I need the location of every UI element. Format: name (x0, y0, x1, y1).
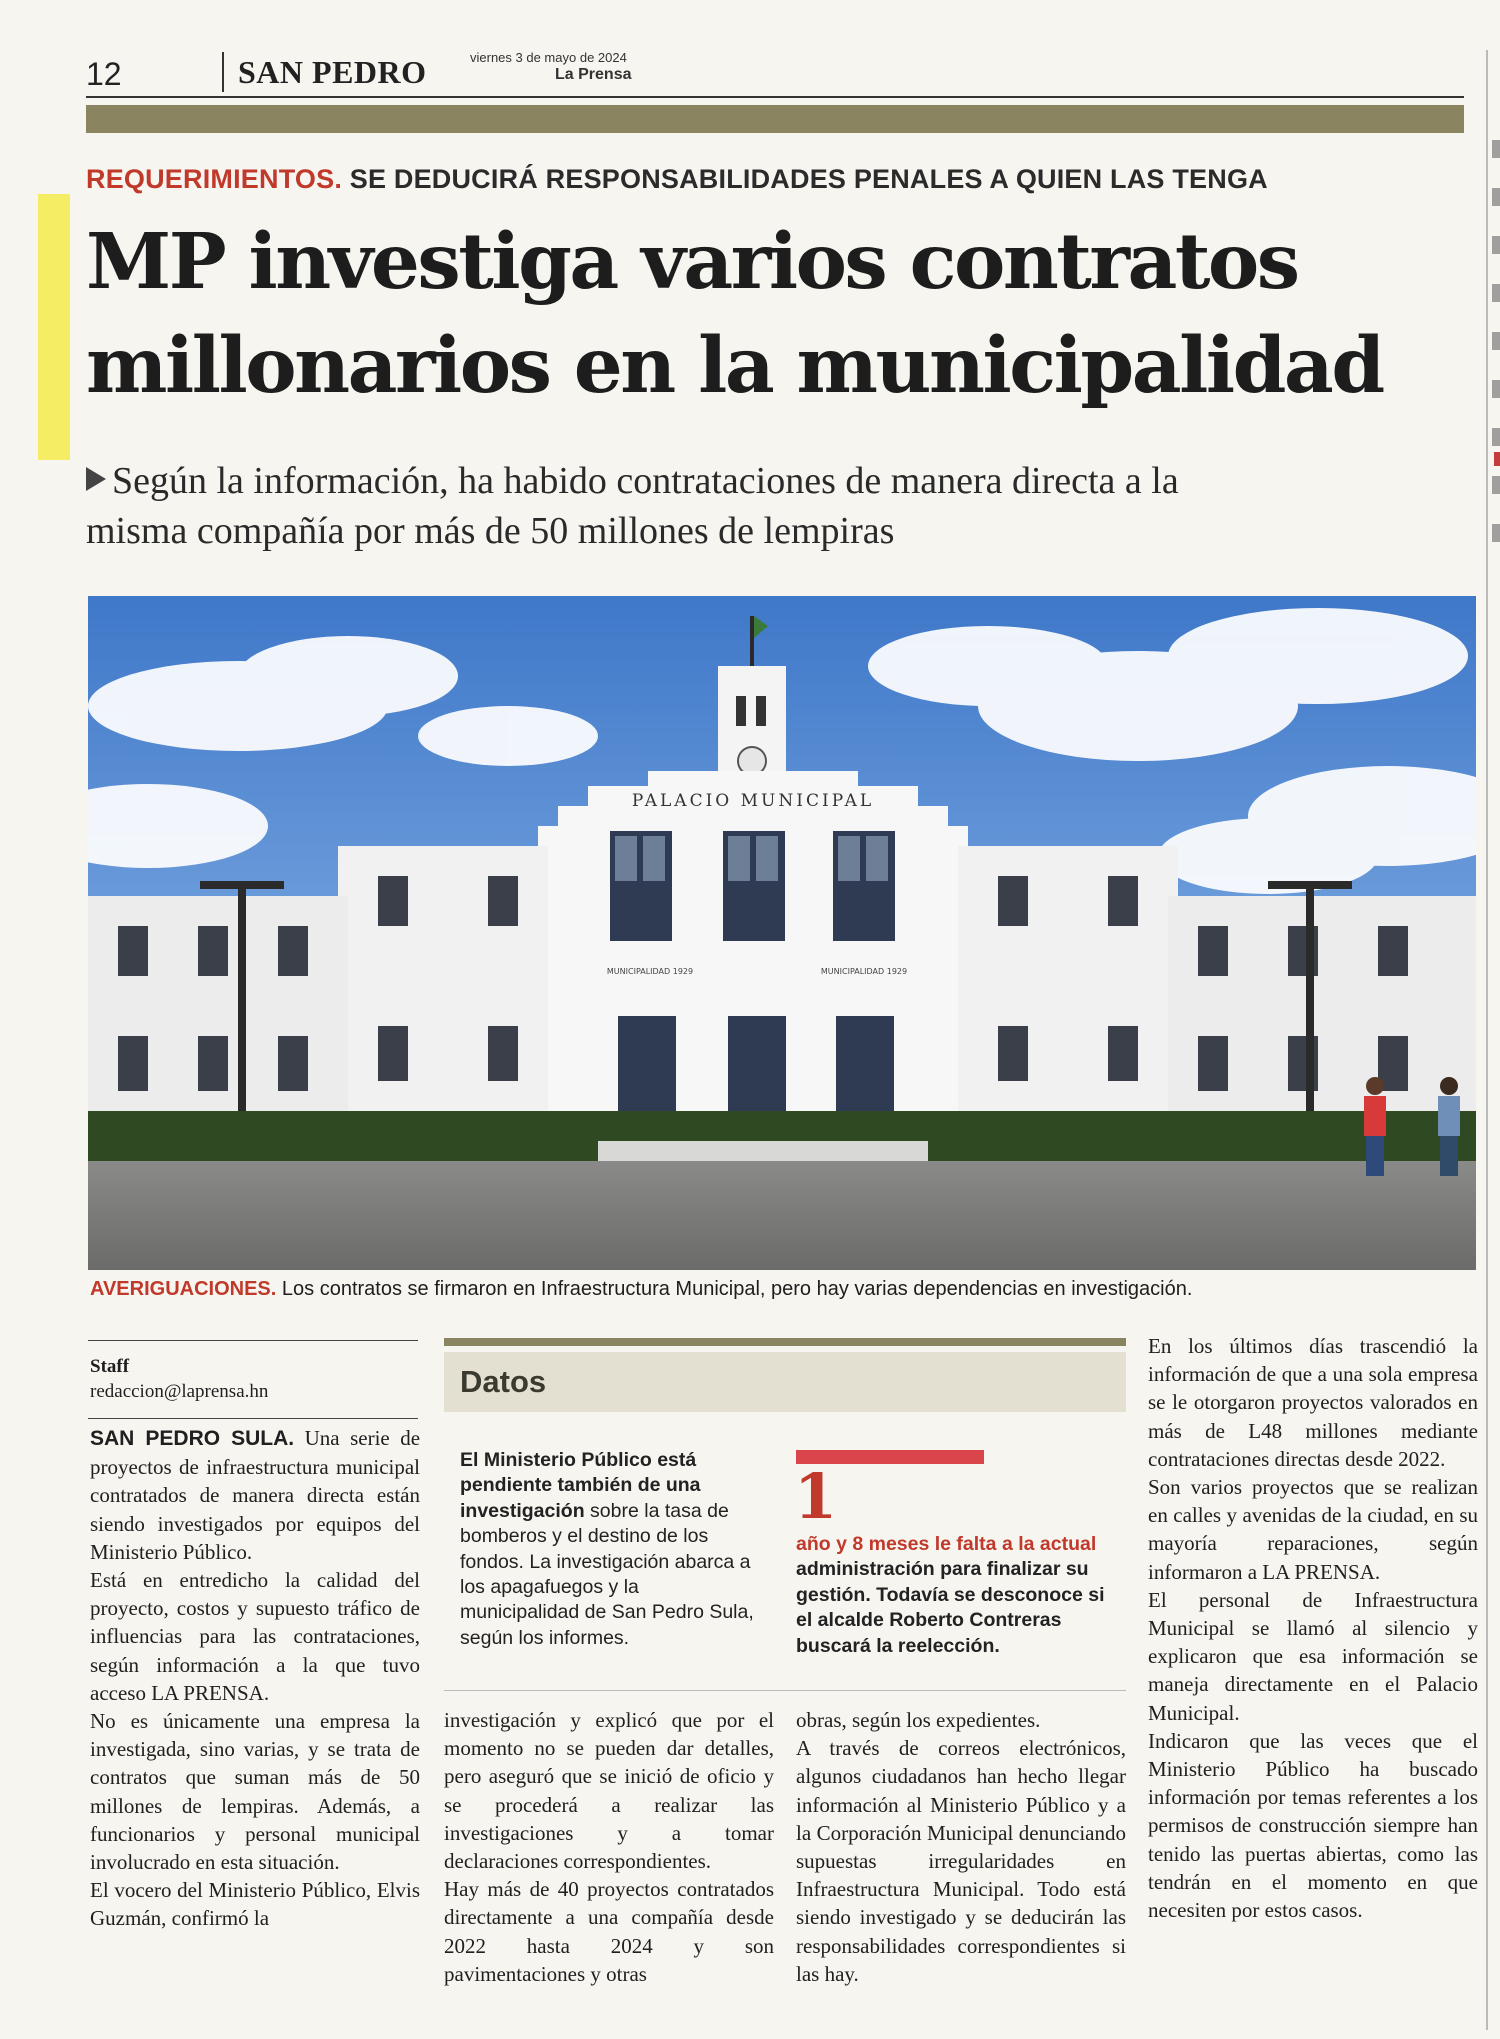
stat-text (796, 1532, 1116, 1659)
column-rule-right (1486, 50, 1488, 2030)
article-column-4 (1148, 1332, 1478, 1924)
plaque-right: MUNICIPALIDAD 1929 (820, 967, 908, 976)
kicker (86, 164, 1268, 195)
datos-header (444, 1352, 1126, 1412)
paragraph: Indicaron que las veces que el Ministerio Público ha buscado información por temas referentes a los permisos de construcción siempre han tenido las puertas abiertas, como las tendrán en el momento en que necesiten por estos casos. (1148, 1728, 1478, 1923)
paragraph: Son varios proyectos que se realizan en calles y avenidas de la ciudad, en su mayoría reparaciones, según informaron a LA PRENSA. (1148, 1475, 1478, 1584)
article-column-1 (90, 1424, 420, 1933)
building-sign: PALACIO MUNICIPAL (631, 791, 875, 811)
paragraph-text: Una serie de proyectos de infraestructura municipal contratados de manera directa están siendo investigados por equipos del Ministerio Público. (90, 1426, 421, 1564)
byline-name: Staff (90, 1356, 130, 1377)
headline-line-1: MP investiga varios contratos (86, 217, 1298, 307)
paragraph: El vocero del Ministerio Público, Elvis Guzmán, confirmó la (90, 1878, 420, 1931)
dateline: SAN PEDRO SULA. (90, 1427, 295, 1450)
highlighter-mark (38, 194, 70, 460)
header-rule (86, 96, 1464, 98)
stat-text-bold: administración para finalizar su gestión. Todavía se desconoce si el alcalde Roberto Contreras buscará la reelección. (796, 1558, 1105, 1657)
triangle-bullet-icon (86, 467, 106, 491)
datos-bottom-rule (444, 1690, 1126, 1691)
article-column-2 (444, 1706, 774, 1988)
paragraph: Hay más de 40 proyectos contratados directamente a una compañía desde 2022 hasta 2024 y son pavimentaciones y otras (444, 1877, 774, 1986)
caption-text: Los contratos se firmaron en Infraestructura Municipal, pero hay varias dependencias en investigación. (281, 1278, 1193, 1300)
datos-text-rest: sobre la tasa de bomberos y el destino de los fondos. La investigación abarca a los apagafuegos y la municipalidad de San Pedro Sula, según los informes. (460, 1499, 754, 1649)
paragraph: A través de correos electrónicos, algunos ciudadanos han hecho llegar información al Ministerio Público y a la Corporación Municipal denunciando supuestas irregularidades en Infraestructura Municipal. Todo está siendo investigado y se deducirán las responsabilidades correspondientes si las hay. (796, 1736, 1126, 1986)
section-name: SAN PEDRO (238, 54, 427, 90)
paragraph: investigación y explicó que por el momento no se pueden dar detalles, pero aseguró que se inició de oficio y se procederá a realizar las investigaciones y a tomar declaraciones correspondientes. (444, 1708, 774, 1874)
paragraph: Está en entredicho la calidad del proyecto, costos y supuesto tráfico de influencias para las contrataciones, según información a la que tuvo acceso LA PRENSA. (90, 1568, 420, 1705)
caption-label: AVERIGUACIONES. (90, 1278, 277, 1300)
newspaper-name: La Prensa (555, 66, 632, 83)
stat-text-red: año y 8 meses le falta a la actual (796, 1533, 1097, 1555)
adjacent-page-edge (1492, 140, 1500, 560)
datos-text (460, 1448, 760, 1651)
section-bar (86, 105, 1464, 133)
byline-email: redaccion@laprensa.hn (90, 1381, 269, 1402)
paragraph: El personal de Infraestructura Municipal se llamó al silencio y explicaron que esa información se maneja directamente en el Palacio Municipal. (1148, 1587, 1478, 1725)
kicker-text: SE DEDUCIRÁ RESPONSABILIDADES PENALES A QUIEN LAS TENGA (349, 164, 1268, 194)
stat-number: 1 (794, 1460, 838, 1533)
paragraph: obras, según los expedientes. (796, 1708, 1041, 1732)
article-column-3 (796, 1706, 1126, 1988)
article-photo (88, 596, 1476, 1270)
deck-line-1: Según la información, ha habido contrataciones de manera directa a la (112, 460, 1179, 502)
datos-text-bold: El Ministerio Público está pendiente también de una investigación (460, 1449, 701, 1522)
palacio-municipal-illustration (88, 596, 1476, 1270)
byline-rule-top (88, 1340, 418, 1341)
headline (86, 210, 1486, 418)
datos-title: Datos (460, 1364, 547, 1399)
page-number: 12 (86, 56, 122, 92)
deck-line-2: misma compañía por más de 50 millones de lempiras (86, 510, 895, 552)
plaque-left: MUNICIPALIDAD 1929 (606, 967, 694, 976)
byline-rule-bottom (88, 1418, 418, 1419)
issue-date: viernes 3 de mayo de 2024 (470, 50, 627, 65)
header-divider (222, 52, 224, 92)
datos-bar (444, 1338, 1126, 1346)
deck (86, 456, 1466, 556)
paragraph (90, 1424, 420, 1566)
photo-caption (90, 1278, 1192, 1301)
paragraph: En los últimos días trascendió la información de que a una sola empresa se le otorgaron proyectos valorados en más de L48 millones mediante contrataciones directas desde 2022. (1148, 1334, 1478, 1471)
adjacent-page-mark (1494, 452, 1500, 466)
headline-line-2: millonarios en la municipalidad (86, 321, 1383, 411)
kicker-label: REQUERIMIENTOS. (86, 164, 343, 194)
paragraph: No es únicamente una empresa la investigada, sino varias, y se trata de contratos que suman más de 50 millones de lempiras. Además, a funcionarios y personal municipal involucrado en esta situación. (90, 1709, 420, 1875)
